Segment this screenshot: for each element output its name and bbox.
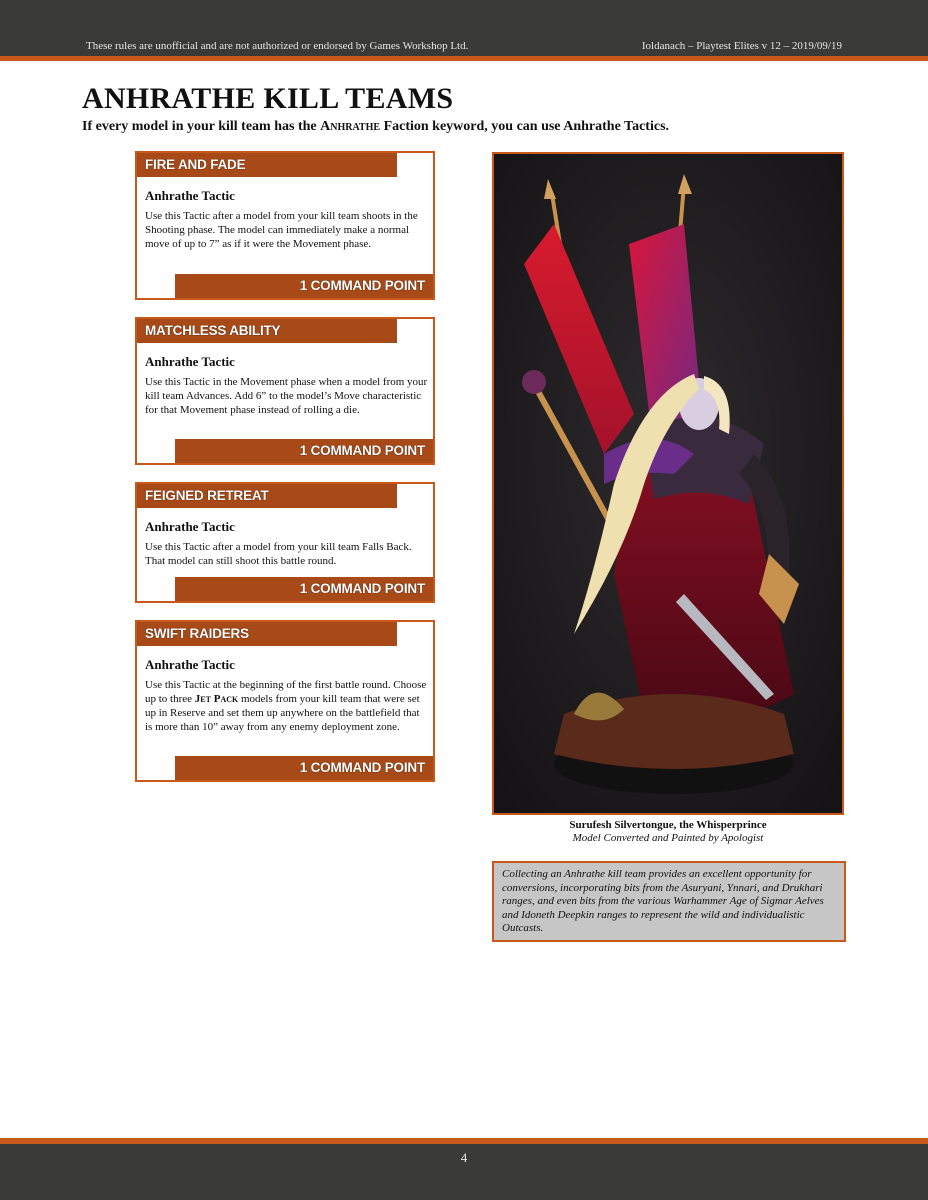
tactic-title: FEIGNED RETREAT (137, 484, 397, 508)
caption-name: Surufesh Silvertongue, the Whisperprince (569, 819, 767, 831)
page-title: ANHRATHE KILL TEAMS (82, 82, 454, 115)
miniature-illustration (494, 154, 842, 813)
tactic-text: Use this Tactic after a model from your kill team shoots in the Shooting phase. The model can immediately make a normal move of up to 7” as if it were the Movement phase. (145, 210, 418, 250)
miniature-photo (492, 152, 844, 815)
tactic-card-swift-raiders (135, 620, 435, 782)
tactic-cost: 1 COMMAND POINT (175, 274, 433, 298)
tactic-text-keyword: Jet Pack (194, 693, 239, 705)
tactic-text: Use this Tactic after a model from your kill team Falls Back. That model can still shoot this battle round. (145, 541, 412, 567)
tactic-title: MATCHLESS ABILITY (137, 319, 397, 343)
tactic-type: Anhrathe Tactic (145, 519, 235, 534)
tactic-cost: 1 COMMAND POINT (175, 577, 433, 601)
subtitle-after: Faction keyword, you can use Anhrathe Tactics. (380, 119, 670, 134)
header-disclaimer: These rules are unofficial and are not authorized or endorsed by Games Workshop Ltd. (86, 40, 469, 52)
tactic-card-fire-and-fade (135, 151, 435, 300)
tactic-card-feigned-retreat (135, 482, 435, 603)
page-number: 4 (460, 1150, 468, 1165)
caption-credit: Model Converted and Painted by Apologist (572, 832, 764, 844)
subtitle-keyword: Anhrathe (320, 119, 381, 134)
tactic-card-matchless-ability (135, 317, 435, 465)
tactic-title: FIRE AND FADE (137, 153, 397, 177)
tactic-title: SWIFT RAIDERS (137, 622, 397, 646)
tactic-type: Anhrathe Tactic (145, 188, 235, 203)
subtitle-before: If every model in your kill team has the (82, 119, 321, 134)
tactic-text: Use this Tactic in the Movement phase when a model from your kill team Advances. Add 6” to the model’s Move characteristic for that Movement phase instead of rolling a die. (145, 376, 428, 416)
sidebar-note: Collecting an Anhrathe kill team provides an excellent opportunity for conversions, incorporating bits from the Asuryani, Ynnari, and Drukhari ranges, and even bits from the various Warhammer Age of Sigmar Aelves and Idoneth Deepkin ranges to represent the wild and individualistic Outcasts. (492, 861, 846, 942)
tactic-text (145, 678, 429, 734)
tactic-text-before: Use this Tactic at the beginning of the first battle round. Choose up to three (145, 679, 427, 705)
tactic-text-after: models from your kill team that were set up in Reserve and set them up anywhere on the battlefield that is more than 10” away from any enemy deployment zone. (145, 693, 420, 733)
tactic-cost: 1 COMMAND POINT (175, 756, 433, 780)
tactic-cost: 1 COMMAND POINT (175, 439, 433, 463)
tactic-type: Anhrathe Tactic (145, 354, 235, 369)
tactic-type: Anhrathe Tactic (145, 657, 235, 672)
header-doc-info: Ioldanach – Playtest Elites v 12 – 2019/09/19 (641, 40, 842, 52)
photo-caption (492, 819, 844, 845)
header-accent-line (0, 56, 928, 61)
page-subtitle (82, 119, 669, 135)
